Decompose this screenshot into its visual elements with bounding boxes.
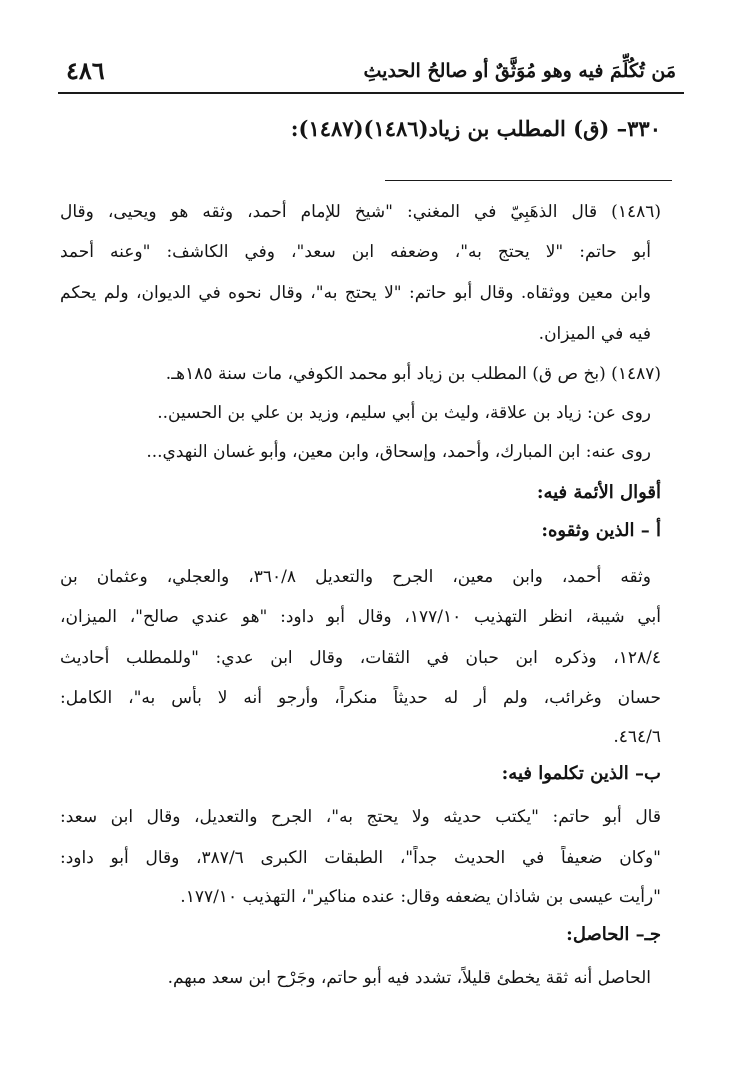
section-b-line: "وكان ضعيفاً في الحديث جداً"، الطبقات الكبرى ٣٨٧/٦، وقال أبو داود: <box>60 848 661 868</box>
section-a-line: وثقه أحمد، وابن معين، الجرح والتعديل ٣٦٠/٨، والعجلي، وعثمان بن <box>60 567 651 587</box>
footnote-divider <box>385 180 672 181</box>
running-title: مَن تُكُلِّمَ فيه وهو مُوَثَّقٌ أو صالحُ الحديثِ <box>363 60 676 82</box>
section-c-heading: جـ– الحاصل: <box>566 924 661 945</box>
page-header <box>58 52 684 94</box>
section-c-line: الحاصل أنه ثقة يخطئ قليلاً، تشدد فيه أبو حاتم، وجَرْح ابن سعد مبهم. <box>167 968 651 988</box>
footnote-1487-line: روى عنه: ابن المبارك، وأحمد، وإسحاق، وابن معين، وأبو غسان النهدي... <box>146 442 651 462</box>
footnote-1486-line: (١٤٨٦) قال الذهَبِيّ في المغني: "شيخ للإمام أحمد، وثقه هو ويحيى، وقال <box>60 202 661 222</box>
section-a-line: حسان وغرائب، ولم أر له حديثاً منكراً، وأرجو أنه لا بأس به"، الكامل: <box>60 688 661 708</box>
footnote-1487-line: روى عن: زياد بن علاقة، وليث بن أبي سليم، وزيد بن علي بن الحسين.. <box>157 403 651 423</box>
section-a-line: ١٢٨/٤، وذكره ابن حبان في الثقات، وقال ابن عدي: "وللمطلب أحاديث <box>60 648 661 668</box>
section-a-line: ٤٦٤/٦. <box>613 727 661 747</box>
footnote-1486-line: وابن معين ووثقاه. وقال أبو حاتم: "لا يحتج به"، وقال نحوه في الديوان، ولم يحكم <box>60 283 651 303</box>
section-b-line: قال أبو حاتم: "يكتب حديثه ولا يحتج به"، الجرح والتعديل، وقال ابن سعد: <box>60 807 661 827</box>
page-number: ٤٨٦ <box>66 56 105 85</box>
footnote-1486-line: فيه في الميزان. <box>538 324 651 344</box>
section-title: أقوال الأئمة فيه: <box>536 482 661 503</box>
section-b-line: "رأيت عيسى بن شاذان يضعفه وقال: عنده مناكير"، التهذيب ١٧٧/١٠. <box>180 887 661 907</box>
footnote-1486-line: أبو حاتم: "لا يحتج به"، وضعفه ابن سعد"، وفي الكاشف: "وعنه أحمد <box>60 242 651 262</box>
footnote-1487-line: (١٤٨٧) (بخ ص ق) المطلب بن زياد أبو محمد الكوفي، مات سنة ١٨٥هـ. <box>165 364 661 384</box>
section-b-heading: ب– الذين تكلموا فيه: <box>501 763 661 784</box>
entry-heading: ٣٣٠– (ق) المطلب بن زياد(١٤٨٦)(١٤٨٧): <box>290 116 661 141</box>
section-a-heading: أ – الذين وثقوه: <box>541 520 661 541</box>
section-a-line: أبي شيبة، انظر التهذيب ١٧٧/١٠، وقال أبو داود: "هو عندي صالح"، الميزان، <box>60 607 661 627</box>
